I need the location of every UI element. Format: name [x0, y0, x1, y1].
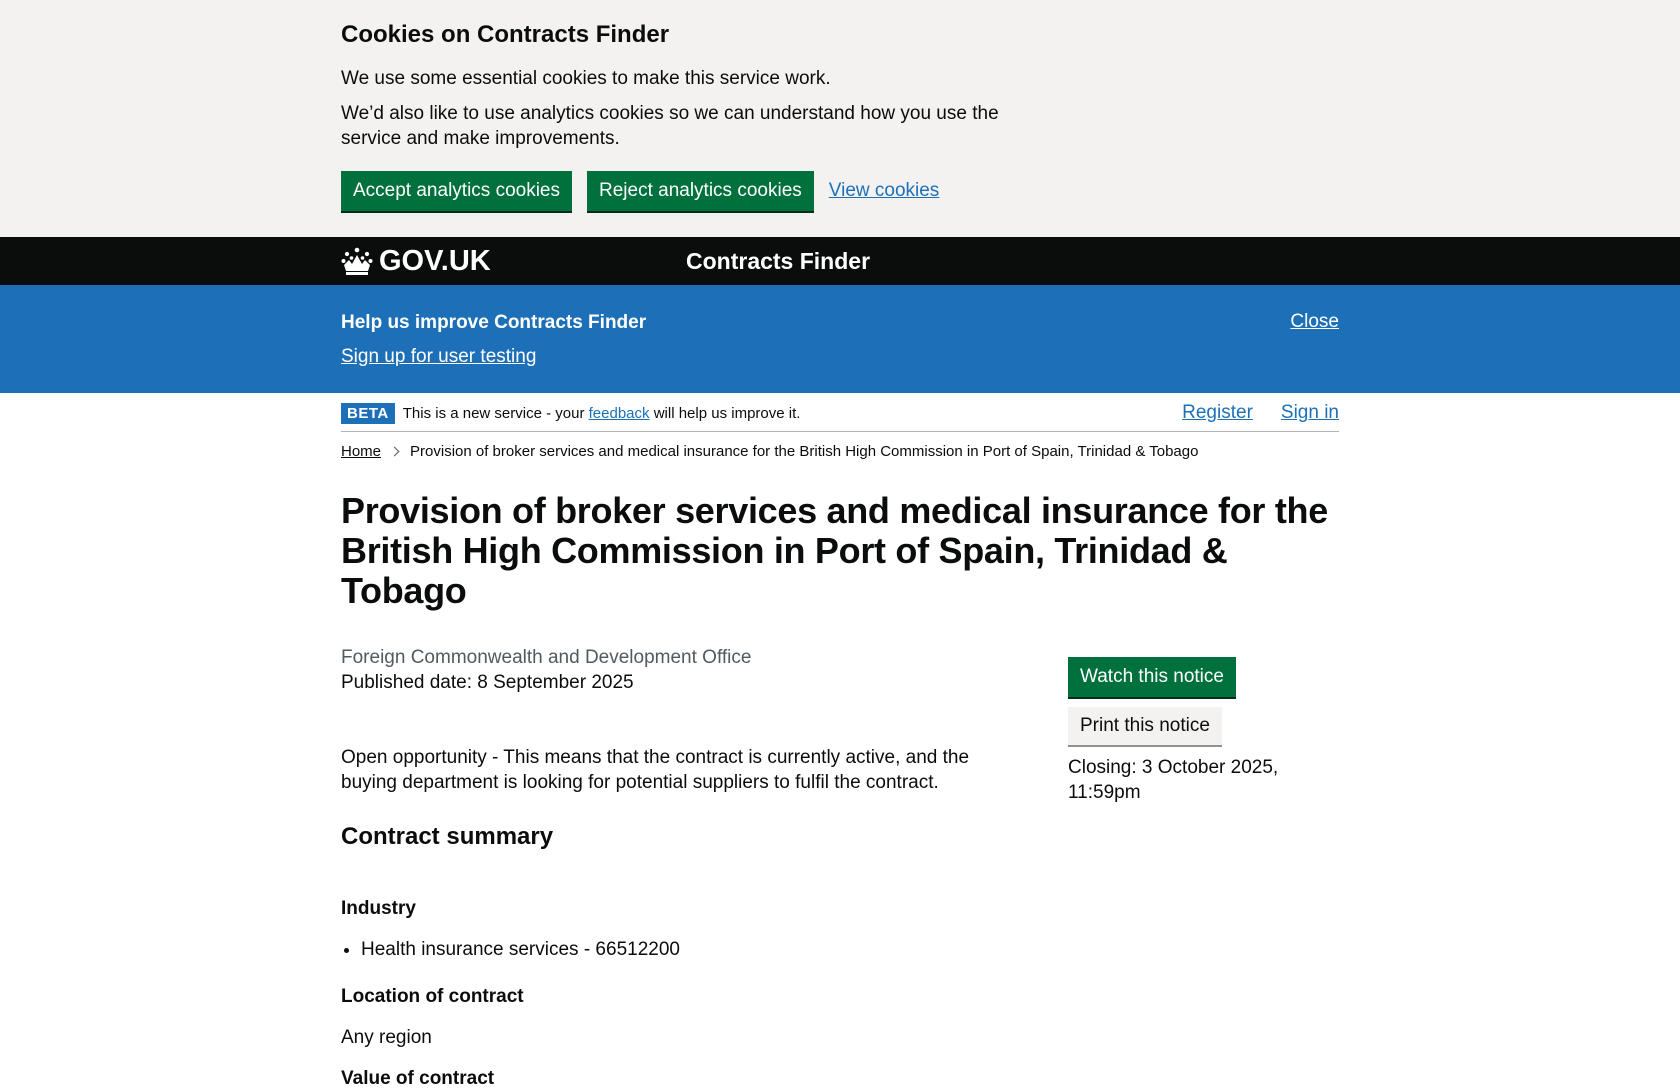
- service-name-link[interactable]: Contracts Finder: [686, 247, 871, 274]
- govuk-logo-link[interactable]: [341, 245, 686, 278]
- accept-cookies-button[interactable]: Accept analytics cookies: [341, 171, 572, 211]
- value-heading: Value of contract: [341, 1068, 495, 1089]
- chevron-right-icon: [390, 446, 400, 456]
- sign-in-link[interactable]: Sign in: [1280, 402, 1339, 423]
- breadcrumb-home-link[interactable]: Home: [341, 442, 382, 460]
- industry-list: [341, 937, 1068, 962]
- location-value: Any region: [341, 1027, 432, 1048]
- cookie-banner: [0, 0, 1680, 237]
- breadcrumb: [341, 441, 1339, 461]
- user-research-banner: [0, 285, 1680, 393]
- cookie-banner-actions: [341, 171, 1339, 211]
- govuk-logo-text: GOV.UK: [379, 244, 491, 277]
- cookie-banner-heading: Cookies on Contracts Finder: [341, 21, 670, 48]
- closing-date: Closing: 3 October 2025, 11:59pm: [1068, 757, 1279, 803]
- feedback-link[interactable]: feedback: [588, 404, 650, 422]
- reject-cookies-button[interactable]: Reject analytics cookies: [587, 171, 814, 211]
- notice-main-content: [341, 645, 1068, 1091]
- notice-columns: [341, 645, 1339, 1091]
- user-research-title: Help us improve Contracts Finder: [341, 312, 647, 333]
- crown-icon: [341, 246, 373, 276]
- list-item: • Health insurance services - 66512200: [361, 937, 1068, 962]
- watch-notice-button[interactable]: Watch this notice: [1068, 657, 1236, 697]
- print-notice-button[interactable]: Print this notice: [1068, 707, 1222, 745]
- beta-tag: BETA: [341, 403, 395, 424]
- account-links: [1182, 402, 1339, 424]
- cookie-banner-text-analytics: We’d also like to use analytics cookies so we can understand how you use the service and make improvements.: [341, 103, 999, 149]
- close-banner-link[interactable]: Close: [1290, 311, 1339, 332]
- register-link[interactable]: Register: [1182, 402, 1253, 423]
- breadcrumb-current: Provision of broker services and medical insurance for the British High Commission in Port of Spain, Trinidad & Tobago: [410, 442, 1199, 460]
- industry-heading: Industry: [341, 898, 416, 919]
- phase-banner-text-after: will help us improve it.: [653, 404, 801, 422]
- page-title: Provision of broker services and medical insurance for the British High Commission in Port of Spain, Trinidad & Tobago: [341, 490, 1328, 611]
- phase-banner-text: [403, 405, 801, 422]
- location-heading: Location of contract: [341, 986, 524, 1007]
- phase-banner-text-before: This is a new service - your: [402, 404, 585, 422]
- phase-banner: [341, 393, 1339, 432]
- published-date: Published date: 8 September 2025: [341, 672, 634, 693]
- site-header: [0, 237, 1680, 285]
- user-testing-signup-link[interactable]: Sign up for user testing: [341, 346, 537, 367]
- organisation-name: Foreign Commonwealth and Development Office: [341, 647, 752, 668]
- contract-summary-heading: Contract summary: [341, 823, 554, 850]
- view-cookies-link[interactable]: View cookies: [828, 180, 940, 201]
- main-container: [341, 393, 1339, 1091]
- notice-sidebar: [1068, 645, 1298, 1091]
- notice-status: Open opportunity - This means that the contract is currently active, and the buying department is looking for potential suppliers to fulfil the contract.: [341, 747, 970, 793]
- cookie-banner-text-essential: We use some essential cookies to make this service work.: [341, 68, 831, 89]
